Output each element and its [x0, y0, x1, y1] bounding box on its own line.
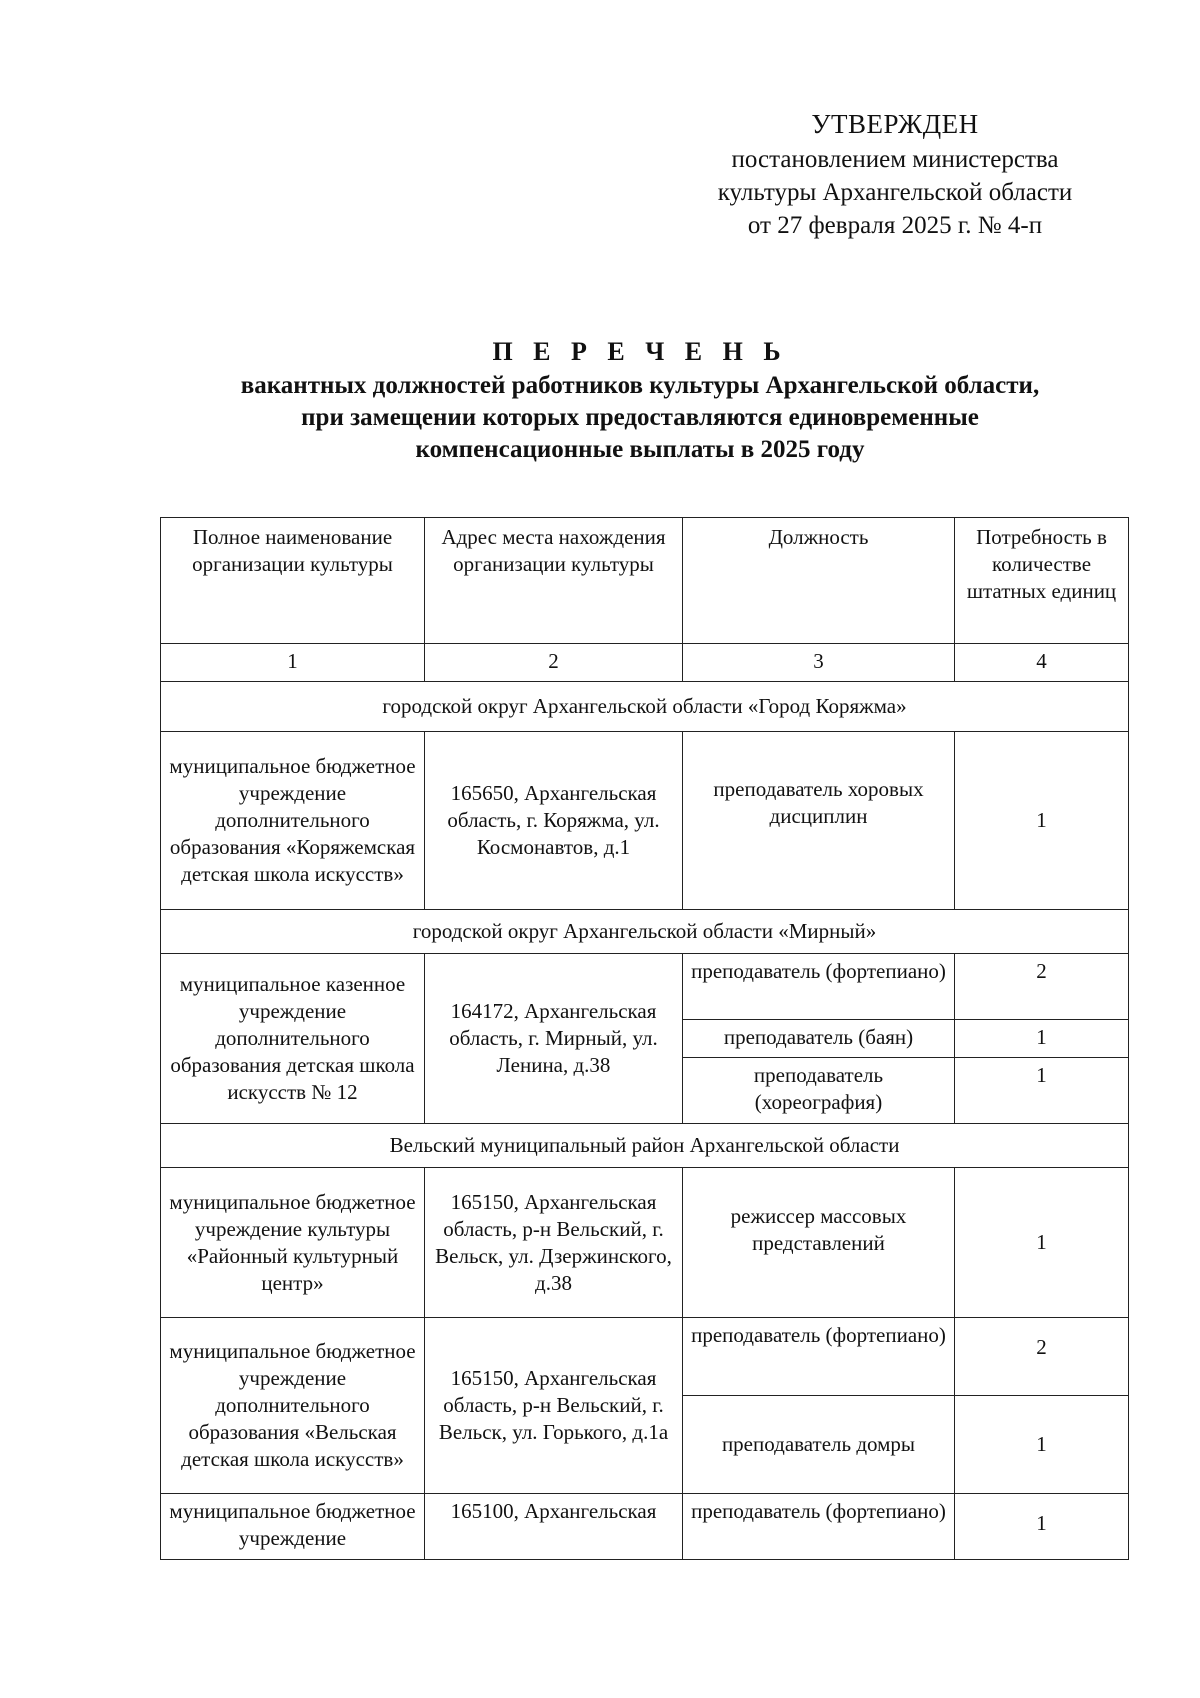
position-title: преподаватель (фортепиано) — [683, 1494, 955, 1560]
position-count: 1 — [955, 1396, 1129, 1494]
group-row — [161, 1124, 1129, 1168]
group-row — [161, 682, 1129, 732]
header-org-name: Полное наименование организации культуры — [161, 518, 425, 644]
group-name: городской округ Архангельской области «Город Коряжма» — [161, 682, 1129, 732]
approval-block — [660, 108, 1130, 242]
col-number: 1 — [161, 644, 425, 682]
position-title: преподаватель (баян) — [683, 1020, 955, 1058]
position-count: 1 — [955, 1058, 1129, 1124]
approval-line-2: культуры Архангельской области — [717, 179, 1073, 206]
group-name: Вельский муниципальный район Архангельской области — [161, 1124, 1129, 1168]
header-count: Потребность в количестве штатных единиц — [955, 518, 1129, 644]
heading-line-1: вакантных должностей работников культуры Архангельской области, — [240, 372, 1040, 399]
position-title: преподаватель хоровых дисциплин — [683, 732, 955, 910]
table-header-row — [161, 518, 1129, 644]
org-name: муниципальное бюджетное учреждение культуры «Районный культурный центр» — [161, 1168, 425, 1318]
position-count: 1 — [955, 1020, 1129, 1058]
position-title: преподаватель домры — [683, 1396, 955, 1494]
position-title: режиссер массовых представлений — [683, 1168, 955, 1318]
org-name: муниципальное бюджетное учреждение дополнительного образования «Коряжемская детская школа искусств» — [161, 732, 425, 910]
header-position: Должность — [683, 518, 955, 644]
position-count: 2 — [955, 954, 1129, 1020]
org-address: 165650, Архангельская область, г. Коряжма, ул. Космонавтов, д.1 — [425, 732, 683, 910]
group-name: городской округ Архангельской области «Мирный» — [161, 910, 1129, 954]
table-row — [161, 1318, 1129, 1396]
heading-title: П Е Р Е Ч Е Н Ь — [492, 337, 788, 366]
approval-line-3: от 27 февраля 2025 г. № 4-п — [747, 212, 1043, 239]
table-row — [161, 1168, 1129, 1318]
position-title: преподаватель (фортепиано) — [683, 1318, 955, 1396]
org-address: 165150, Архангельская область, р-н Вельский, г. Вельск, ул. Горького, д.1а — [425, 1318, 683, 1494]
table-row — [161, 1494, 1129, 1560]
org-address: 165100, Архангельская — [425, 1494, 683, 1560]
header-address: Адрес места нахождения организации культуры — [425, 518, 683, 644]
position-title: преподаватель (фортепиано) — [683, 954, 955, 1020]
position-count: 2 — [955, 1318, 1129, 1396]
position-title: преподаватель (хореография) — [683, 1058, 955, 1124]
org-address: 164172, Архангельская область, г. Мирный, ул. Ленина, д.38 — [425, 954, 683, 1124]
approval-line-1: постановлением министерства — [731, 146, 1059, 173]
position-count: 1 — [955, 1168, 1129, 1318]
heading-line-3: компенсационные выплаты в 2025 году — [415, 436, 865, 463]
table-row — [161, 954, 1129, 1020]
org-name: муниципальное казенное учреждение дополнительного образования детская школа искусств № 12 — [161, 954, 425, 1124]
col-number: 3 — [683, 644, 955, 682]
position-count: 1 — [955, 732, 1129, 910]
heading-line-2: при замещении которых предоставляются единовременные — [301, 404, 979, 431]
col-number: 4 — [955, 644, 1129, 682]
col-number: 2 — [425, 644, 683, 682]
position-count: 1 — [955, 1494, 1129, 1560]
document-heading — [150, 336, 1130, 466]
group-row — [161, 910, 1129, 954]
table-row — [161, 732, 1129, 910]
column-number-row — [161, 644, 1129, 682]
org-name: муниципальное бюджетное учреждение дополнительного образования «Вельская детская школа искусств» — [161, 1318, 425, 1494]
approval-title: УТВЕРЖДЕН — [811, 109, 979, 139]
vacancies-table — [160, 517, 1129, 1560]
org-address: 165150, Архангельская область, р-н Вельский, г. Вельск, ул. Дзержинского, д.38 — [425, 1168, 683, 1318]
org-name: муниципальное бюджетное учреждение — [161, 1494, 425, 1560]
